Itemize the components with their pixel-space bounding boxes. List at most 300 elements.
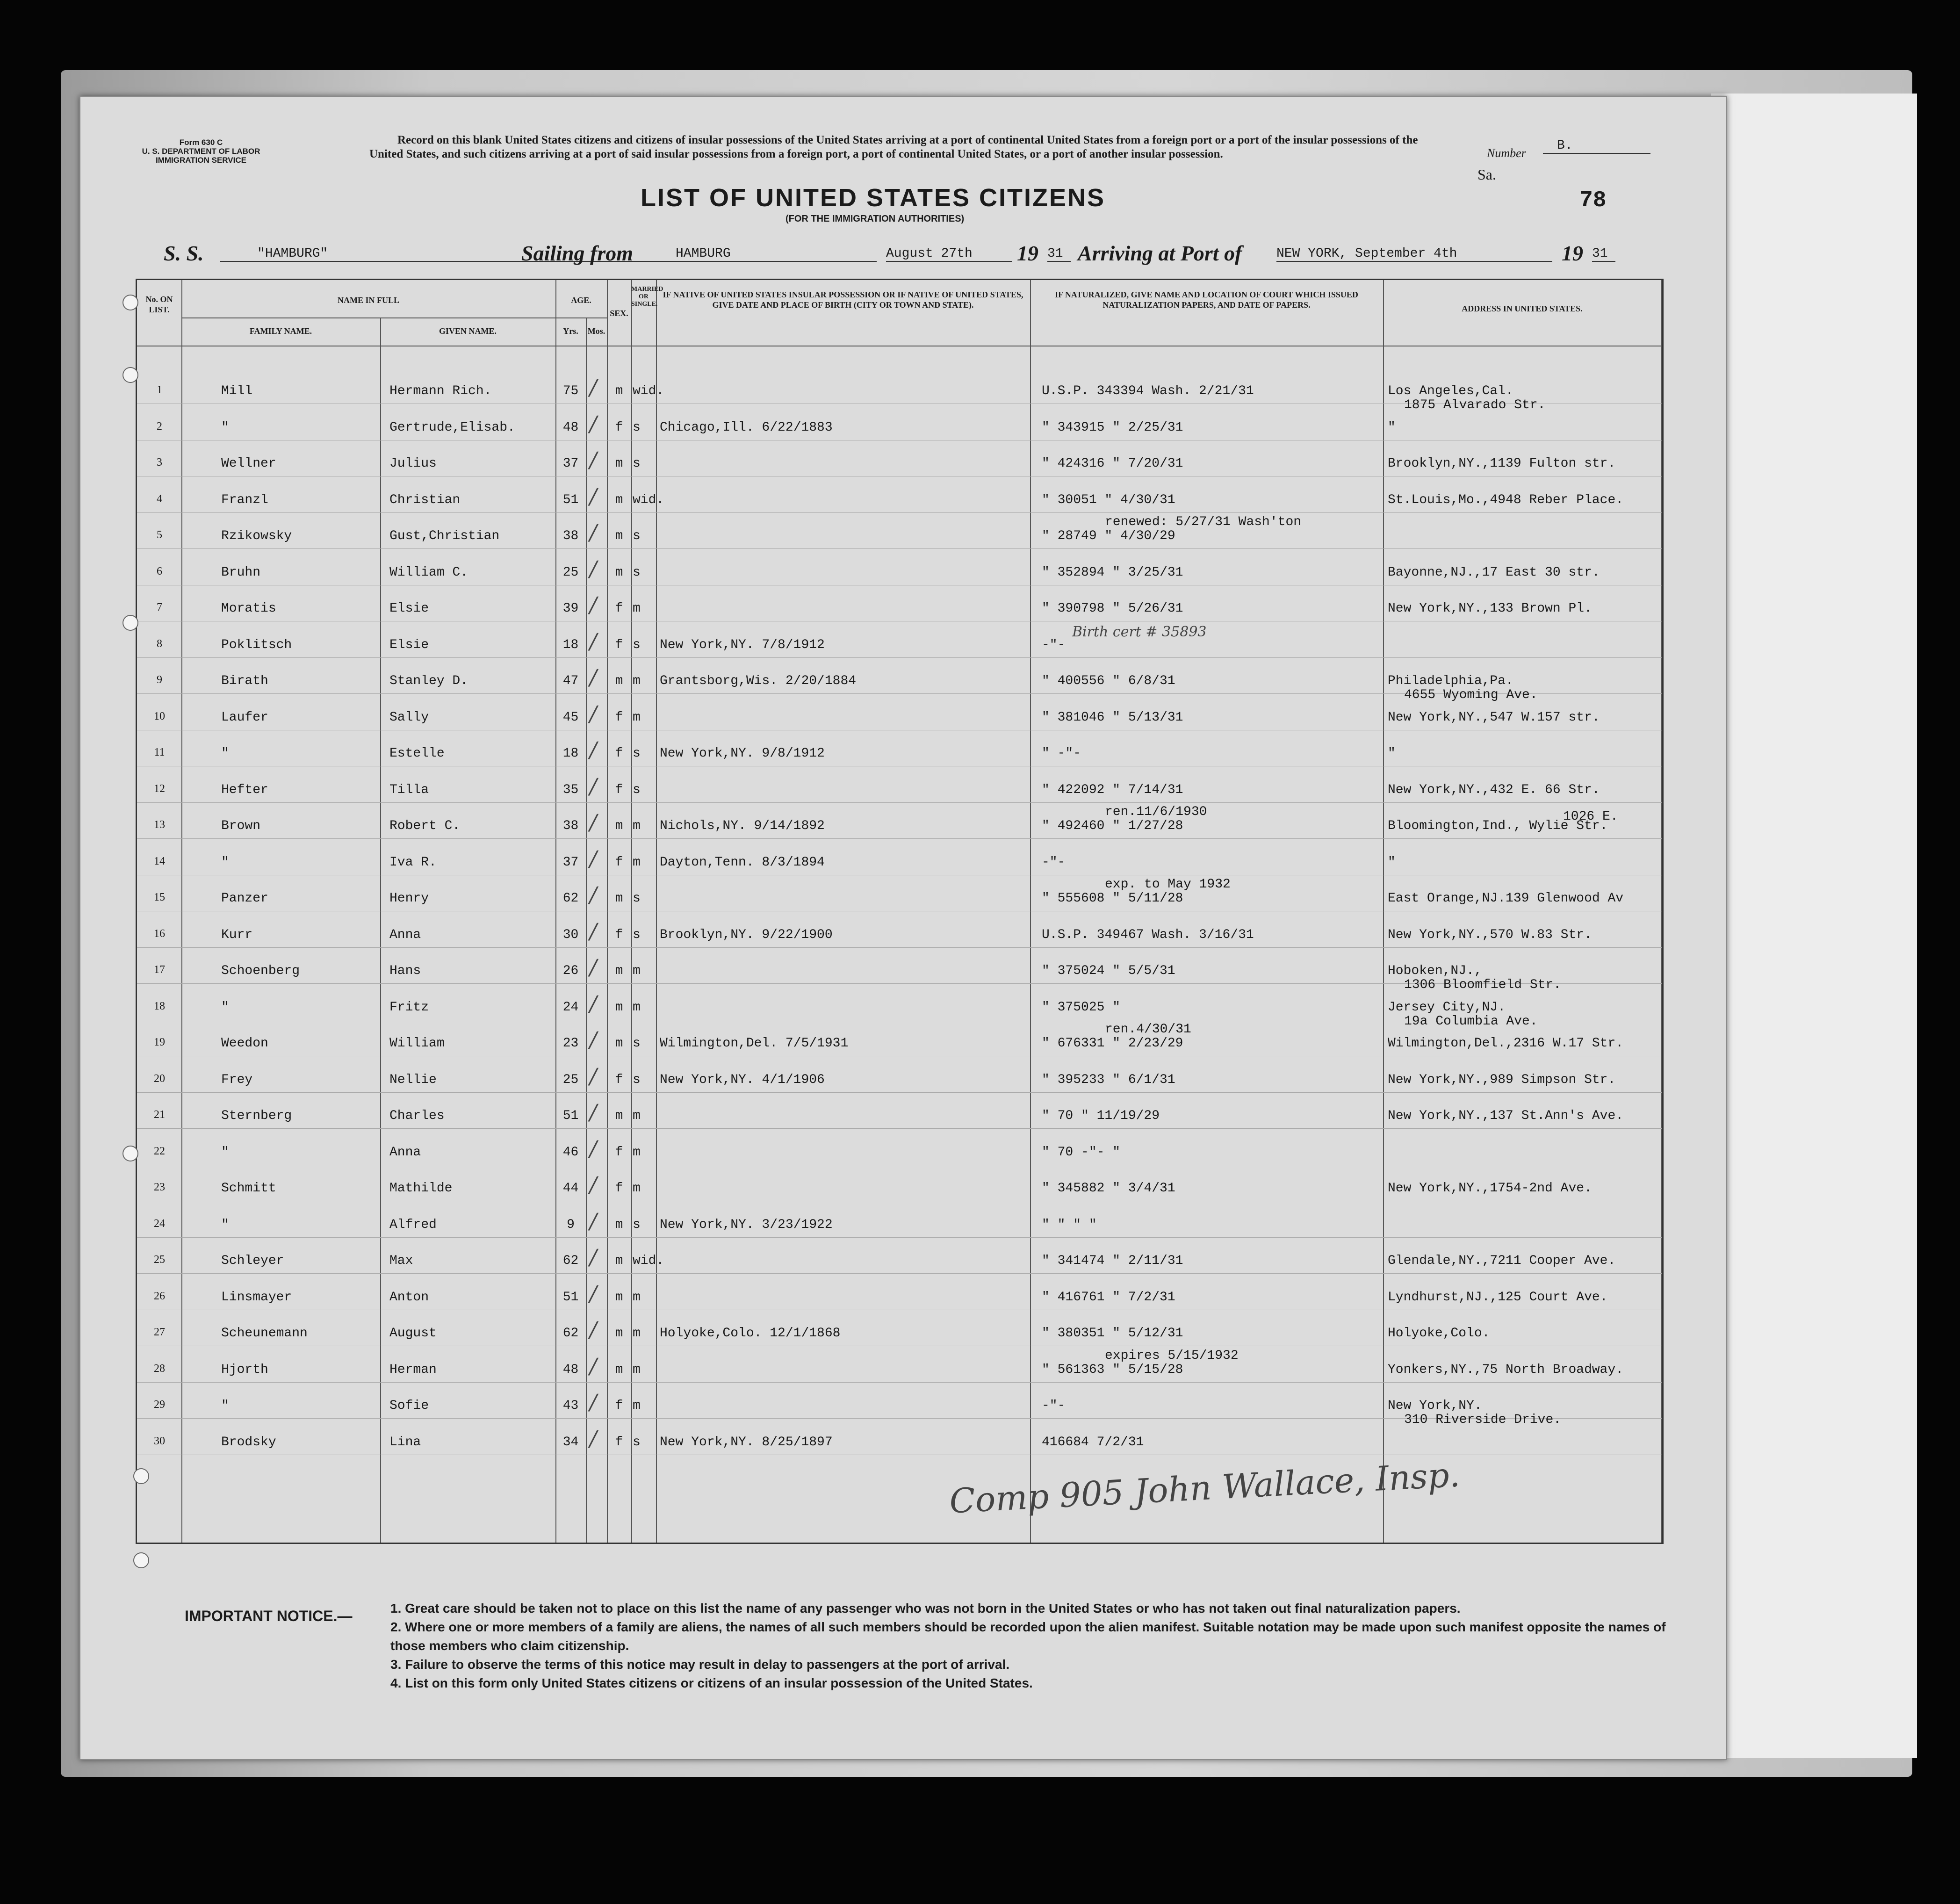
cell-no: 25: [154, 1254, 165, 1266]
check-mark-icon: /: [590, 1280, 597, 1306]
check-mark-icon: /: [590, 592, 597, 617]
cell-no: 10: [154, 710, 165, 722]
check-mark-icon: /: [590, 483, 597, 509]
cell-addr: St.Louis,Mo.,4948 Reber Place.: [1388, 492, 1624, 507]
check-mark-icon: /: [590, 918, 597, 944]
cell-age: 44: [562, 1181, 579, 1196]
cell-family: ": [221, 1217, 229, 1232]
cell-family: ": [221, 746, 229, 761]
cell-addr: New York,NY.,133 Brown Pl.: [1388, 601, 1592, 616]
cell-ms: s: [633, 1435, 641, 1450]
page-number: 78: [1579, 188, 1607, 213]
cell-ms: s: [633, 637, 641, 652]
cell-sex: f: [615, 927, 623, 942]
cell-family: Scheunemann: [221, 1326, 308, 1341]
cell-no: 1: [157, 384, 162, 396]
form-id: Form 630 C: [179, 138, 223, 147]
cell-birth: New York,NY. 3/23/1922: [660, 1217, 833, 1232]
cell-nat: U.S.P. 349467 Wash. 3/16/31: [1042, 927, 1254, 942]
check-mark-icon: /: [590, 664, 597, 690]
check-mark-icon: /: [590, 1208, 597, 1233]
check-mark-icon: /: [590, 1317, 597, 1342]
row-rule: [137, 512, 1662, 513]
cell-age: 48: [562, 1362, 579, 1377]
cell-nat: " -"-: [1042, 746, 1081, 761]
cell-nat: " 352894 " 3/25/31: [1042, 565, 1183, 580]
header-mos: Mos.: [587, 326, 605, 336]
cell-ms: m: [633, 855, 641, 870]
cell-age: 9: [567, 1217, 575, 1232]
cell-ms: s: [633, 927, 641, 942]
cell-addr: East Orange,NJ.139 Glenwood Av: [1388, 891, 1624, 906]
cell-no: 27: [154, 1326, 165, 1338]
cell-ms: wid.: [633, 384, 664, 398]
cell-family: Bruhn: [221, 565, 261, 580]
cell-sex: m: [615, 384, 623, 398]
number-value: B.: [1543, 138, 1650, 154]
cell-no: 17: [154, 964, 165, 976]
cell-ms: wid.: [633, 1254, 664, 1268]
cell-age: 45: [562, 710, 579, 725]
cell-birth: Wilmington,Del. 7/5/1931: [660, 1036, 849, 1051]
cell-no: 28: [154, 1362, 165, 1375]
cell-family: Hefter: [221, 782, 268, 797]
cell-family: Moratis: [221, 601, 276, 616]
cell-nat-note: expires 5/15/1932: [1105, 1348, 1239, 1363]
cell-nat: " 676331 " 2/23/29: [1042, 1036, 1183, 1051]
cell-age: 37: [562, 456, 579, 471]
header-naturalized: IF NATURALIZED, GIVE NAME AND LOCATION OF COURT WHICH ISSUED NATURALIZATION PAPERS, AND DATE OF PAPERS.: [1055, 290, 1358, 310]
cell-sex: f: [615, 1181, 623, 1196]
arrival-port-date: NEW YORK, September 4th: [1276, 246, 1552, 262]
cell-nat: " 375024 " 5/5/31: [1042, 964, 1175, 978]
number-label: Number: [1487, 146, 1526, 160]
cell-nat: U.S.P. 343394 Wash. 2/21/31: [1042, 384, 1254, 398]
cell-family: Kurr: [221, 927, 253, 942]
check-mark-icon: /: [590, 845, 597, 871]
cell-given: Tilla: [389, 782, 429, 797]
cell-age: 43: [562, 1399, 579, 1413]
cell-sex: f: [615, 746, 623, 761]
notice-list: [390, 1599, 1681, 1693]
header-age: AGE.: [571, 296, 591, 305]
cell-addr: New York,NY.: [1388, 1399, 1482, 1413]
cell-nat: " 381046 " 5/13/31: [1042, 710, 1183, 725]
cell-ms: s: [633, 891, 641, 906]
cell-given: William C.: [389, 565, 468, 580]
cell-no: 3: [157, 456, 162, 469]
cell-nat: 416684 7/2/31: [1042, 1435, 1144, 1450]
sa-label: Sa.: [1477, 166, 1496, 183]
cell-given: Stanley D.: [389, 674, 468, 688]
cell-ms: s: [633, 1217, 641, 1232]
cell-age: 62: [562, 1254, 579, 1268]
service: IMMIGRATION SERVICE: [156, 156, 246, 165]
cell-nat-note: ren.4/30/31: [1105, 1022, 1191, 1037]
cell-no: 4: [157, 492, 162, 505]
cell-given: Anna: [389, 1145, 421, 1160]
cell-addr: New York,NY.,432 E. 66 Str.: [1388, 782, 1600, 797]
cell-no: 15: [154, 891, 165, 903]
cell-family: Mill: [221, 384, 253, 398]
cell-given: Herman: [389, 1362, 437, 1377]
cell-no: 29: [154, 1399, 165, 1411]
cell-age: 51: [562, 1290, 579, 1305]
check-mark-icon: /: [590, 954, 597, 980]
cell-family: ": [221, 420, 229, 435]
cell-birth: Nichols,NY. 9/14/1892: [660, 819, 825, 833]
cell-no: 2: [157, 420, 162, 433]
cell-addr: ": [1388, 420, 1396, 435]
check-mark-icon: /: [590, 519, 597, 545]
cell-family: Hjorth: [221, 1362, 268, 1377]
cell-addr: New York,NY.,137 St.Ann's Ave.: [1388, 1109, 1624, 1123]
cell-ms: m: [633, 1326, 641, 1341]
cell-ms: s: [633, 456, 641, 471]
cell-birth: Chicago,Ill. 6/22/1883: [660, 420, 833, 435]
cell-sex: f: [615, 1399, 623, 1413]
cell-no: 16: [154, 927, 165, 940]
cell-given: Christian: [389, 492, 461, 507]
cell-given: August: [389, 1326, 437, 1341]
header-family-name: FAMILY NAME.: [249, 326, 312, 336]
cell-sex: f: [615, 1435, 623, 1450]
check-mark-icon: /: [590, 375, 597, 400]
check-mark-icon: /: [590, 1244, 597, 1269]
cell-addr: Glendale,NY.,7211 Cooper Ave.: [1388, 1254, 1616, 1268]
cell-addr: Jersey City,NJ.: [1388, 1000, 1506, 1015]
cell-family: Weedon: [221, 1036, 268, 1051]
cell-ms: wid.: [633, 492, 664, 507]
cell-given: Iva R.: [389, 855, 437, 870]
cell-age: 18: [562, 637, 579, 652]
binder-hole: [133, 1468, 149, 1484]
cell-nat: " 70 -"- ": [1042, 1145, 1121, 1160]
instructions-text: Record on this blank United States citizens and citizens of insular possessions of the United States arriving at a port of continental United States from a foreign port or a port of the insular possessions of the United States, and such citizens arriving at a port of said insular possessions from a foreign port, a port of continental United States, or a port of another insular possession.: [369, 134, 1418, 160]
cell-sex: m: [615, 1109, 623, 1123]
cell-ms: m: [633, 964, 641, 978]
cell-given: Anna: [389, 927, 421, 942]
cell-family: ": [221, 1145, 229, 1160]
header-sex: SEX.: [610, 309, 628, 318]
cell-age: 62: [562, 891, 579, 906]
cell-family: Birath: [221, 674, 268, 688]
cell-family: Sternberg: [221, 1109, 292, 1123]
cell-no: 9: [157, 674, 162, 686]
cell-ms: m: [633, 819, 641, 833]
cell-given: Gertrude,Elisab.: [389, 420, 515, 435]
cell-sex: m: [615, 1362, 623, 1377]
binder-hole: [122, 367, 138, 383]
cell-ms: s: [633, 746, 641, 761]
cell-family: Linsmayer: [221, 1290, 292, 1305]
cell-sex: m: [615, 891, 623, 906]
cell-age: 48: [562, 420, 579, 435]
cell-sex: f: [615, 710, 623, 725]
cell-family: Poklitsch: [221, 637, 292, 652]
arriving-label: Arriving at Port of: [1078, 241, 1242, 265]
cell-addr2: 1026 E.: [1563, 809, 1618, 824]
cell-given: Estelle: [389, 746, 445, 761]
check-mark-icon: /: [590, 1425, 597, 1451]
check-mark-icon: /: [590, 773, 597, 799]
cell-no: 18: [154, 1000, 165, 1012]
cell-nat-note: Birth cert # 35893: [1072, 623, 1207, 640]
cell-nat: " 395233 " 6/1/31: [1042, 1072, 1175, 1087]
check-mark-icon: /: [590, 628, 597, 654]
cell-birth: Brooklyn,NY. 9/22/1900: [660, 927, 833, 942]
cell-family: Schoenberg: [221, 964, 300, 978]
sailing-label: Sailing from: [521, 241, 634, 265]
check-mark-icon: /: [590, 1099, 597, 1125]
cell-ms: m: [633, 1362, 641, 1377]
cell-given: Hermann Rich.: [389, 384, 492, 398]
cell-ms: s: [633, 565, 641, 580]
check-mark-icon: /: [590, 411, 597, 436]
cell-nat: " 380351 " 5/12/31: [1042, 1326, 1183, 1341]
sailing-date: August 27th: [886, 246, 1012, 262]
cell-addr2: 4655 Wyoming Ave.: [1404, 688, 1538, 702]
cell-age: 35: [562, 782, 579, 797]
cell-nat-note: ren.11/6/1930: [1105, 805, 1207, 819]
cell-addr: Hoboken,NJ.,: [1388, 964, 1482, 978]
cell-ms: m: [633, 1290, 641, 1305]
cell-age: 37: [562, 855, 579, 870]
cell-no: 12: [154, 782, 165, 795]
row-rule: [137, 838, 1662, 839]
page-subtitle: (FOR THE IMMIGRATION AUTHORITIES): [785, 214, 965, 224]
cell-sex: m: [615, 1217, 623, 1232]
cell-family: Schmitt: [221, 1181, 276, 1196]
cell-nat: " 555608 " 5/11/28: [1042, 891, 1183, 906]
cell-given: Elsie: [389, 637, 429, 652]
cell-sex: m: [615, 565, 623, 580]
cell-addr: Philadelphia,Pa.: [1388, 674, 1513, 688]
cell-sex: f: [615, 601, 623, 616]
cell-given: Sofie: [389, 1399, 429, 1413]
cell-given: Lina: [389, 1435, 421, 1450]
cell-no: 21: [154, 1109, 165, 1121]
row-rule: [137, 1237, 1662, 1238]
cell-sex: f: [615, 637, 623, 652]
notice-item: 3. Failure to observe the terms of this notice may result in delay to passengers at the port of arrival.: [390, 1657, 1010, 1672]
cell-no: 5: [157, 529, 162, 541]
cell-nat: " 345882 " 3/4/31: [1042, 1181, 1175, 1196]
cell-nat: " 422092 " 7/14/31: [1042, 782, 1183, 797]
cell-addr: New York,NY.,547 W.157 str.: [1388, 710, 1600, 725]
cell-addr2: 1875 Alvarado Str.: [1404, 398, 1546, 412]
cell-nat: " 400556 " 6/8/31: [1042, 674, 1175, 688]
cell-family: Brodsky: [221, 1435, 276, 1450]
cell-nat: " 492460 " 1/27/28: [1042, 819, 1183, 833]
cell-ms: s: [633, 420, 641, 435]
cell-sex: f: [615, 1145, 623, 1160]
cell-sex: m: [615, 529, 623, 543]
cell-age: 30: [562, 927, 579, 942]
cell-sex: m: [615, 674, 623, 688]
cell-ms: m: [633, 601, 641, 616]
cell-addr: Los Angeles,Cal.: [1388, 384, 1513, 398]
cell-sex: m: [615, 1290, 623, 1305]
cell-nat: " 375025 ": [1042, 1000, 1121, 1015]
cell-nat: " 561363 " 5/15/28: [1042, 1362, 1183, 1377]
cell-birth: New York,NY. 7/8/1912: [660, 637, 825, 652]
notice-item: 4. List on this form only United States citizens or citizens of an insular possession of the United States.: [390, 1676, 1033, 1690]
cell-sex: m: [615, 964, 623, 978]
cell-nat: " 416761 " 7/2/31: [1042, 1290, 1175, 1305]
cell-no: 8: [157, 637, 162, 650]
cell-nat-note: exp. to May 1932: [1105, 877, 1231, 892]
cell-age: 38: [562, 529, 579, 543]
cell-addr: ": [1388, 855, 1396, 870]
cell-given: Nellie: [389, 1072, 437, 1087]
row-rule: [137, 1273, 1662, 1274]
cell-addr: New York,NY.,1754-2nd Ave.: [1388, 1181, 1592, 1196]
cell-addr: Bloomington,Ind., Wylie Str.: [1388, 819, 1608, 833]
cell-age: 34: [562, 1435, 579, 1450]
cell-addr: Wilmington,Del.,2316 W.17 Str.: [1388, 1036, 1624, 1051]
header-name-in-full: NAME IN FULL: [337, 296, 399, 305]
check-mark-icon: /: [590, 1027, 597, 1052]
notice-item: 1. Great care should be taken not to place on this list the name of any passenger who was not born in the United States or who has not taken out final naturalization papers.: [390, 1601, 1461, 1616]
cell-addr: Bayonne,NJ.,17 East 30 str.: [1388, 565, 1600, 580]
cell-nat: -"-: [1042, 637, 1066, 652]
check-mark-icon: /: [590, 555, 597, 581]
cell-no: 13: [154, 819, 165, 831]
cell-age: 75: [562, 384, 579, 398]
cell-ms: s: [633, 1072, 641, 1087]
cell-addr: Holyoke,Colo.: [1388, 1326, 1490, 1341]
cell-family: Laufer: [221, 710, 268, 725]
cell-family: Brown: [221, 819, 261, 833]
department: U. S. DEPARTMENT OF LABOR: [142, 147, 260, 156]
cell-age: 38: [562, 819, 579, 833]
header-given-name: GIVEN NAME.: [439, 326, 497, 336]
check-mark-icon: /: [590, 1389, 597, 1414]
cell-birth: New York,NY. 4/1/1906: [660, 1072, 825, 1087]
cell-sex: m: [615, 456, 623, 471]
inspector-signature: Comp 905 John Wallace, Insp.: [948, 1455, 1461, 1521]
cell-nat: " 390798 " 5/26/31: [1042, 601, 1183, 616]
header-no: No. ON LIST.: [145, 295, 173, 314]
cell-age: 25: [562, 1072, 579, 1087]
year-prefix: 19: [1017, 241, 1038, 265]
cell-ms: m: [633, 1145, 641, 1160]
cell-age: 39: [562, 601, 579, 616]
cell-ms: m: [633, 1399, 641, 1413]
cell-birth: Grantsborg,Wis. 2/20/1884: [660, 674, 857, 688]
cell-nat: " 30051 " 4/30/31: [1042, 492, 1175, 507]
year-prefix-2: 19: [1562, 241, 1583, 265]
check-mark-icon: /: [590, 990, 597, 1016]
cell-ms: s: [633, 782, 641, 797]
cell-sex: f: [615, 1072, 623, 1087]
cell-birth: New York,NY. 9/8/1912: [660, 746, 825, 761]
cell-addr: Brooklyn,NY.,1139 Fulton str.: [1388, 456, 1616, 471]
cell-family: Franzl: [221, 492, 268, 507]
cell-nat: " 341474 " 2/11/31: [1042, 1254, 1183, 1268]
cell-sex: f: [615, 420, 623, 435]
cell-nat-note: renewed: 5/27/31 Wash'ton: [1105, 515, 1302, 529]
cell-birth: New York,NY. 8/25/1897: [660, 1435, 833, 1450]
cell-nat: -"-: [1042, 1399, 1066, 1413]
cell-sex: m: [615, 1036, 623, 1051]
cell-no: 30: [154, 1435, 165, 1447]
cell-family: Wellner: [221, 456, 276, 471]
cell-addr: New York,NY.,989 Simpson Str.: [1388, 1072, 1616, 1087]
cell-sex: m: [615, 1326, 623, 1341]
check-mark-icon: /: [590, 809, 597, 835]
cell-given: William: [389, 1036, 445, 1051]
header-yrs: Yrs.: [563, 326, 578, 336]
row-rule: [137, 548, 1662, 549]
cell-given: Alfred: [389, 1217, 437, 1232]
cell-age: 26: [562, 964, 579, 978]
cell-family: Frey: [221, 1072, 253, 1087]
row-rule: [137, 802, 1662, 803]
cell-given: Julius: [389, 456, 437, 471]
cell-family: Panzer: [221, 891, 268, 906]
cell-sex: m: [615, 1254, 623, 1268]
header-native: IF NATIVE OF UNITED STATES INSULAR POSSESSION OR IF NATIVE OF UNITED STATES, GIVE DATE AND PLACE OF BIRTH (CITY OR TOWN AND STATE).: [663, 290, 1023, 310]
cell-nat: " 28749 " 4/30/29: [1042, 529, 1175, 543]
row-rule: [137, 1092, 1662, 1093]
cell-family: ": [221, 855, 229, 870]
cell-no: 24: [154, 1217, 165, 1230]
cell-given: Elsie: [389, 601, 429, 616]
cell-no: 26: [154, 1290, 165, 1302]
binder-hole: [122, 615, 138, 631]
cell-nat: " " " ": [1042, 1217, 1097, 1232]
row-rule: [137, 947, 1662, 948]
cell-addr: Lyndhurst,NJ.,125 Court Ave.: [1388, 1290, 1608, 1305]
page-title: LIST OF UNITED STATES CITIZENS: [641, 184, 1105, 212]
header-address: ADDRESS IN UNITED STATES.: [1462, 304, 1583, 313]
cell-sex: m: [615, 819, 623, 833]
cell-addr: New York,NY.,570 W.83 Str.: [1388, 927, 1592, 942]
cell-given: Gust,Christian: [389, 529, 500, 543]
check-mark-icon: /: [590, 1353, 597, 1378]
ship-name: "HAMBURG": [220, 246, 650, 262]
check-mark-icon: /: [590, 737, 597, 762]
row-rule: [137, 1382, 1662, 1383]
form-header: [140, 138, 262, 165]
cell-age: 51: [562, 1109, 579, 1123]
header-married: MARRIED OR SINGLE.: [631, 286, 663, 308]
cell-age: 18: [562, 746, 579, 761]
cell-age: 46: [562, 1145, 579, 1160]
cell-no: 11: [154, 746, 165, 758]
sailing-from: HAMBURG: [638, 246, 877, 262]
cell-given: Fritz: [389, 1000, 429, 1015]
cell-sex: m: [615, 1000, 623, 1015]
cell-age: 24: [562, 1000, 579, 1015]
check-mark-icon: /: [590, 447, 597, 472]
cell-addr: Yonkers,NY.,75 North Broadway.: [1388, 1362, 1624, 1377]
cell-given: Anton: [389, 1290, 429, 1305]
cell-nat: -"-: [1042, 855, 1066, 870]
sailing-year: 31: [1047, 246, 1071, 262]
cell-given: Robert C.: [389, 819, 461, 833]
check-mark-icon: /: [590, 1135, 597, 1161]
cell-given: Henry: [389, 891, 429, 906]
cell-age: 25: [562, 565, 579, 580]
notice-title: IMPORTANT NOTICE.—: [185, 1608, 353, 1624]
cell-no: 20: [154, 1072, 165, 1085]
cell-age: 23: [562, 1036, 579, 1051]
cell-given: Max: [389, 1254, 413, 1268]
row-rule: [137, 1128, 1662, 1129]
